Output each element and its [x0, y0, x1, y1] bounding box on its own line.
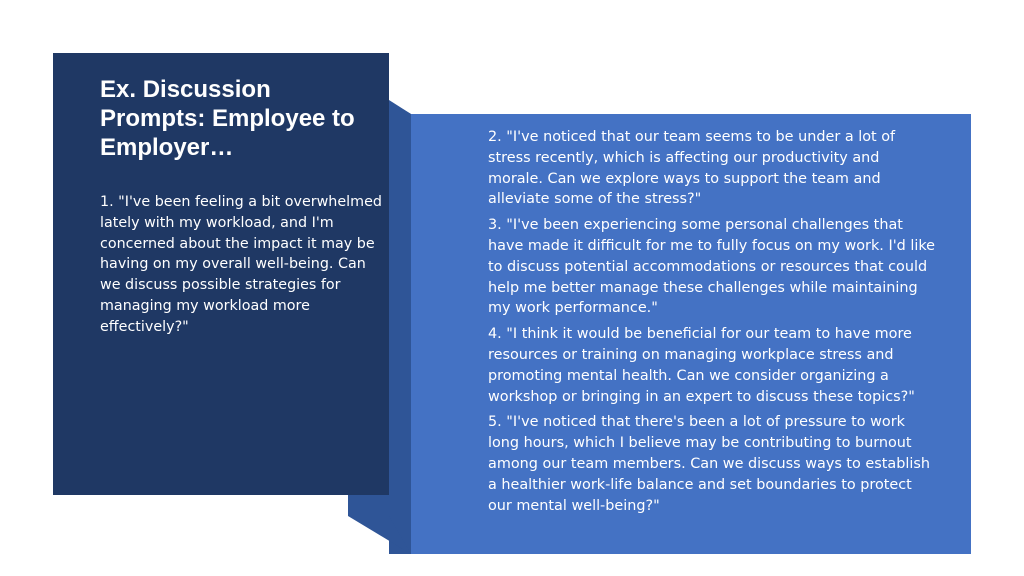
prompt-2: 2. "I've noticed that our team seems to be under a lot of stress recently, which is affecting our productivity and morale. Can we explore ways to support the team and alleviate some of the stress?" — [488, 129, 896, 208]
left-panel — [53, 53, 389, 495]
prompt-1: 1. "I've been feeling a bit overwhelmed lately with my workload, and I'm concerned about the impact it may be having on my overall well-being. Can we discuss possible strategies for managing my workload more effectively?" — [100, 194, 382, 335]
prompt-5: 5. "I've noticed that there's been a lot of pressure to work long hours, which I believe may be contributing to burnout among our team members. Can we discuss ways to establish a healthier work-life balance and set boundaries to protect our mental well-being?" — [488, 414, 930, 514]
prompt-4: 4. "I think it would be beneficial for our team to have more resources or training on managing workplace stress and promoting mental health. Can we consider organizing a workshop or bringing in an expert to discuss these topics?" — [488, 326, 915, 405]
right-panel — [411, 114, 971, 554]
slide-title: Ex. Discussion Prompts: Employee to Employer… — [100, 76, 355, 161]
prompt-3: 3. "I've been experiencing some personal challenges that have made it difficult for me to fully focus on my work. I'd like to discuss potential accommodations or resources that could help me better manage these challenges while maintaining my work performance." — [488, 217, 936, 317]
connector-side — [389, 100, 411, 554]
